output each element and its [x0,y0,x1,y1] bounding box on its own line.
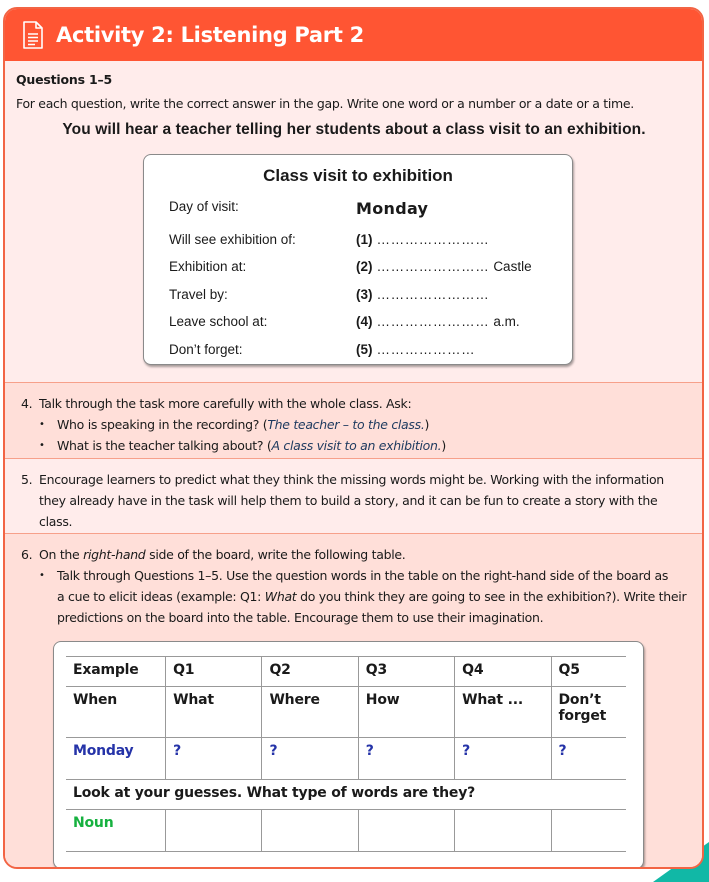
form-label: Travel by: [169,287,228,302]
bullet-text: a cue to elicit ideas (example: Q1: [57,589,265,604]
step-text-emphasis: right-hand [83,547,146,562]
exhibition-form [143,154,573,365]
step-text-line: class. [39,514,73,529]
answer-gap[interactable]: ………………… [376,342,476,357]
step-text-line: Encourage learners to predict what they think the missing words might be. Working with the information [39,472,664,487]
step-6 [5,533,702,869]
bullet-icon: • [39,419,45,430]
whiteboard-table [53,641,644,869]
step-text: On the [39,547,84,562]
form-row-3 [169,287,559,302]
table-row-question-words [66,687,626,738]
table-cell[interactable] [551,810,626,852]
answer-gap[interactable]: …………………… [376,314,490,329]
bullet-question: What is the teacher talking about? ( [57,438,272,453]
table-cell: Don’t forget [551,687,626,738]
table-header: Q4 [455,657,551,687]
table-cell[interactable]: ? [262,738,358,780]
bullet-text: do you think they are going to see in the exhibition?). Write their [296,589,687,604]
bullet-item [21,435,702,456]
table-cell: What ... [455,687,551,738]
gap-suffix: Castle [493,259,532,274]
bullet-text: predictions on the board into the table. Encourage them to use their imagination. [57,610,544,625]
table-cell[interactable] [358,810,454,852]
table-cell: What [166,687,262,738]
form-row-1 [169,232,559,247]
table-header: Q2 [262,657,358,687]
document-icon [22,21,44,49]
table-header: Example [66,657,166,687]
bullet-text: Talk through Questions 1–5. Use the question words in the table on the right-hand side of the board as [57,568,669,583]
activity-header [5,9,702,61]
table-row-word-types [66,810,626,852]
table-header: Q1 [166,657,262,687]
form-label: Don’t forget: [169,342,243,357]
bullet-item [21,414,702,435]
bullet-icon: • [39,440,45,451]
table-row-prompt [66,780,626,810]
form-row-2 [169,259,559,274]
bullet-answer: The teacher – to the class. [267,417,425,432]
step-number: 6. [21,547,33,562]
form-label: Exhibition at: [169,259,247,274]
form-title: Class visit to exhibition [263,166,453,185]
prediction-table [66,656,626,852]
answer-gap[interactable]: …………………… [376,287,490,302]
table-cell: When [66,687,166,738]
table-cell[interactable] [262,810,358,852]
table-row-answers [66,738,626,780]
bullet-text-emphasis: What [264,589,297,604]
gap-number: (5) [356,342,373,357]
questions-section [5,61,702,382]
questions-instruction: For each question, write the correct answer in the gap. Write one word or a number or a date or a time. [16,96,634,111]
gap-number: (4) [356,314,373,329]
table-cell: Where [262,687,358,738]
gap-number: (3) [356,287,373,302]
answer-gap[interactable]: …………………… [376,259,490,274]
form-answer-monday: Monday [356,199,429,218]
bullet-end: ) [441,438,446,453]
step-text-line: they already have in the task will help them to build a story, and it can be fun to create a story with the [39,493,658,508]
form-label: Will see exhibition of: [169,232,296,247]
bullet-answer: A class visit to an exhibition. [271,438,442,453]
form-label: Day of visit: [169,199,239,214]
gap-suffix: a.m. [493,314,520,329]
answer-gap[interactable]: …………………… [376,232,490,247]
bullet-item [21,565,702,628]
form-row-5 [169,342,559,357]
table-header: Q5 [551,657,626,687]
table-cell[interactable]: ? [166,738,262,780]
form-row-4 [169,314,559,329]
table-cell: Noun [66,810,166,852]
table-cell[interactable]: ? [358,738,454,780]
table-cell[interactable] [455,810,551,852]
step-number: 5. [21,472,33,487]
form-label: Leave school at: [169,314,268,329]
form-row-day [169,199,559,218]
table-prompt: Look at your guesses. What type of words are they? [66,780,626,810]
activity-title: Activity 2: Listening Part 2 [56,23,364,47]
table-row-headers [66,657,626,687]
table-cell[interactable]: ? [455,738,551,780]
step-5 [5,458,702,533]
step-4 [5,382,702,458]
bullet-question: Who is speaking in the recording? ( [57,417,268,432]
table-cell[interactable]: ? [551,738,626,780]
step-number: 4. [21,396,33,411]
activity-card [3,7,704,869]
gap-number: (1) [356,232,373,247]
table-cell: How [358,687,454,738]
bullet-end: ) [424,417,430,432]
questions-title: Questions 1–5 [16,72,113,87]
step-text: Talk through the task more carefully with the whole class. Ask: [39,396,412,411]
table-cell: Monday [66,738,166,780]
table-cell[interactable] [166,810,262,852]
listening-context: You will hear a teacher telling her students about a class visit to an exhibition. [62,121,646,138]
step-text: side of the board, write the following table. [145,547,406,562]
bullet-icon: • [39,570,45,581]
gap-number: (2) [356,259,373,274]
table-header: Q3 [358,657,454,687]
